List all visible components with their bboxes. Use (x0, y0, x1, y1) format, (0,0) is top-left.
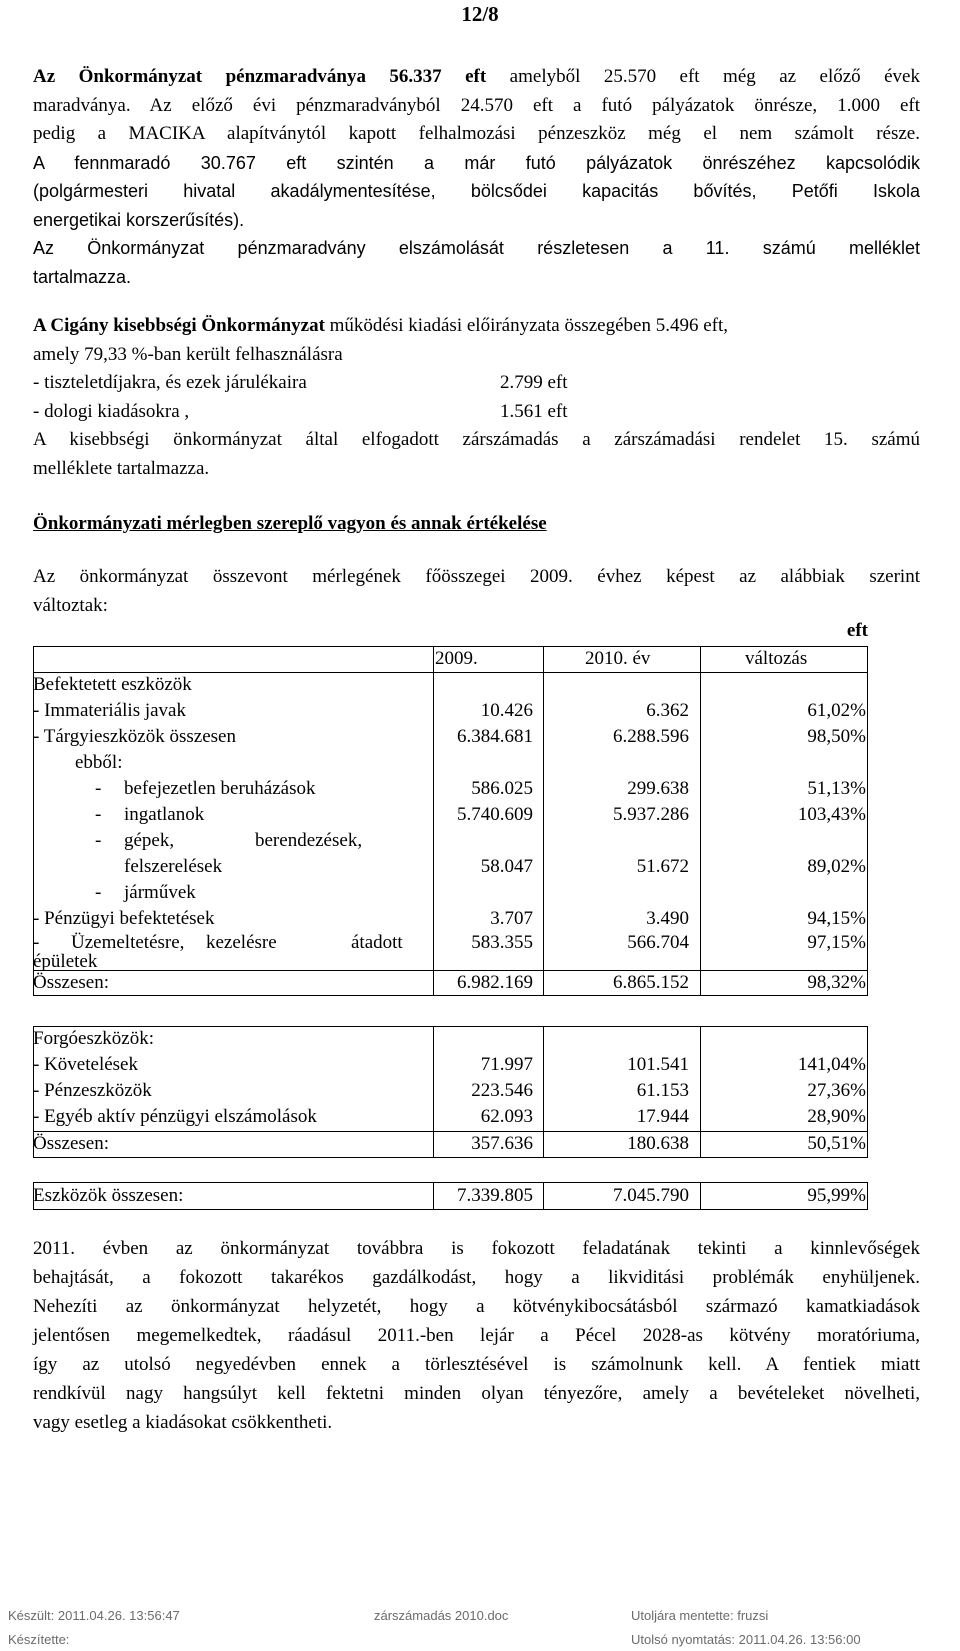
page-number: 12/8 (461, 2, 499, 26)
row-label: átadott (351, 932, 403, 953)
row-label: - Követelések (33, 1054, 138, 1075)
value-change: 51,13% (807, 778, 866, 799)
value-2009: 6.384.681 (457, 726, 533, 747)
value-2009: 62.093 (480, 1106, 533, 1127)
table-row (33, 1078, 920, 1104)
row-label: - (33, 932, 40, 953)
table-row (33, 906, 920, 932)
expense-label: - tiszteletdíjakra, és ezek járulékaira (33, 372, 307, 393)
expense-value: 2.799 eft (500, 372, 568, 393)
footer-author-label: Készítette: (8, 1632, 70, 1647)
row-label: berendezések, (255, 830, 363, 851)
row-label: Befektetett eszközök (33, 674, 192, 695)
text-line: energetikai korszerűsítés). (33, 209, 245, 230)
row-label: - Immateriális javak (33, 700, 186, 721)
text-line (33, 312, 920, 341)
value-2009: 357.636 (471, 1133, 533, 1154)
table-row: - gépek, berendezések, (33, 828, 920, 854)
table-header-row (33, 646, 920, 672)
value-2010: 17.944 (636, 1106, 689, 1127)
text-line: jelentősen megemelkedtek, ráadásul 2011.-ben lejár a Pécel 2028-as kötvény moratóriuma, (33, 1325, 920, 1346)
text-line: Az Önkormányzat pénzmaradvány elszámolását részletesen a 11. számú melléklet (33, 238, 920, 258)
paragraph-pénzmaradvány (33, 63, 920, 291)
table-row (33, 672, 920, 698)
bold-lead: A Cigány kisebbségi Önkormányzat (33, 315, 325, 336)
expense-value: 1.561 eft (500, 400, 568, 422)
table-row (33, 776, 920, 802)
value-2009: 586.025 (471, 778, 533, 799)
expense-row (33, 398, 920, 427)
row-label: épületek (33, 951, 98, 972)
footer-created: Készült: 2011.04.26. 13:56:47 (8, 1608, 180, 1623)
row-label: gépek, (124, 830, 175, 851)
total-row (33, 970, 920, 996)
row-label: felszerelések (124, 856, 223, 877)
row-label: - Tárgyieszközök összesen (33, 726, 236, 747)
ebbol-row (33, 750, 920, 776)
text-line: rendkívül nagy hangsúlyt kell fektetni minden olyan tényezőre, amely a bevételeket növelheti, (33, 1383, 920, 1404)
balance-table (33, 620, 920, 1220)
row-label: kezelésre (206, 932, 277, 953)
text-line: amely 79,33 %-ban került felhasználásra (33, 343, 343, 365)
value-change: 89,02% (807, 856, 866, 877)
value-change: 141,04% (797, 1054, 866, 1075)
text-line: változtak: (33, 594, 108, 616)
footer-last-printed: Utolsó nyomtatás: 2011.04.26. 13:56:00 (631, 1632, 861, 1647)
text-line: Az önkormányzat összevont mérlegének főösszegei 2009. évhez képest az alábbiak szerint (33, 566, 920, 587)
text-line: Nehezíti az önkormányzat helyzetét, hogy a kötvénykibocsátásból származó kamatkiadások (33, 1296, 920, 1317)
text-span: működési kiadási előirányzata összegében 5.496 eft, (324, 315, 728, 336)
row-label: ingatlanok (124, 804, 205, 825)
table-row (33, 698, 920, 724)
value-2009: 6.982.169 (457, 972, 533, 993)
row-label: befejezetlen beruházások (124, 778, 316, 799)
row-label: - Egyéb aktív pénzügyi elszámolások (33, 1106, 317, 1127)
value-2009: 58.047 (480, 856, 533, 877)
text-line: A kisebbségi önkormányzat által elfogadott zárszámadás a zárszámadási rendelet 15. számú (33, 429, 920, 450)
value-change: 27,36% (807, 1080, 866, 1101)
value-2010: 180.638 (627, 1133, 689, 1154)
value-2010: 51.672 (636, 856, 689, 877)
text-line: maradványa. Az előző évi pénzmaradványból 24.570 eft a futó pályázatok önrésze, 1.000 eft (33, 94, 920, 116)
value-2009: 10.426 (480, 700, 533, 721)
value-2009: 5.740.609 (457, 804, 533, 825)
row-dash: - (95, 778, 102, 799)
table-row (33, 1104, 920, 1130)
value-2010: 6.288.596 (613, 726, 689, 747)
value-change: 98,50% (807, 726, 866, 747)
value-2009: 223.546 (471, 1080, 533, 1101)
row-label: Forgóeszközök: (33, 1028, 155, 1049)
table-intro (33, 563, 920, 620)
row-label: - Pénzeszközök (33, 1080, 152, 1101)
table-row (33, 1052, 920, 1078)
header-2010: 2010. év (585, 648, 651, 669)
row-label: Üzemeltetésre, (71, 932, 185, 953)
ebbol-label: ebből: (75, 752, 123, 773)
text-line: melléklete tartalmazza. (33, 457, 210, 479)
section-heading (33, 510, 920, 539)
value-change: 103,43% (797, 804, 866, 825)
footer-filename: zárszámadás 2010.doc (374, 1608, 509, 1623)
value-change: 94,15% (807, 908, 866, 929)
value-2009: 3.707 (490, 908, 533, 929)
table-row (33, 724, 920, 750)
value-2010: 3.490 (646, 908, 689, 929)
text-line: (polgármesteri hivatal akadálymentesítése, bölcsődei kapacitás bővítés, Petőfi Iskola (33, 181, 920, 201)
footer-last-saved: Utoljára mentette: fruzsi (631, 1608, 769, 1623)
closing-paragraph (33, 1234, 920, 1437)
value-change: 61,02% (807, 700, 866, 721)
value-2009: 71.997 (480, 1054, 533, 1075)
value-change: 28,90% (807, 1106, 866, 1127)
unit-label: eft (846, 620, 868, 641)
value-change: 97,15% (807, 932, 866, 953)
value-change: 98,32% (807, 972, 866, 993)
value-2009: 583.355 (471, 932, 533, 953)
value-2010: 6.865.152 (613, 972, 689, 993)
value-2010: 299.638 (627, 778, 689, 799)
section-heading-text: Önkormányzati mérlegben szereplő vagyon és annak értékelése (33, 513, 547, 534)
value-change: 95,99% (807, 1185, 866, 1206)
row-label: Összesen: (33, 1133, 109, 1154)
text-line: tartalmazza. (33, 266, 132, 287)
text-line: A fennmaradó 30.767 eft szintén a már futó pályázatok önrészéhez kapcsolódik (33, 152, 920, 173)
grand-total-row (33, 1183, 920, 1209)
text-line: behajtását, a fokozott takarékos gazdálkodást, hogy a likviditási problémák enyhüljenek. (33, 1267, 920, 1288)
value-2010: 6.362 (646, 700, 689, 721)
row-label: járművek (124, 882, 196, 903)
value-2010: 101.541 (627, 1054, 689, 1075)
row-dash: - (95, 804, 102, 825)
expense-row (33, 369, 920, 398)
value-2010: 61.153 (636, 1080, 689, 1101)
table-row (33, 854, 920, 880)
row-label: - Pénzügyi befektetések (33, 908, 215, 929)
value-2010: 566.704 (627, 932, 689, 953)
text-line: pedig a MACIKA alapítványtól kapott felhalmozási pénzeszköz még el nem számolt része. (33, 123, 920, 144)
value-2010: 7.045.790 (613, 1185, 689, 1206)
header-change: változás (745, 648, 808, 669)
row-label: Eszközök összesen: (33, 1185, 184, 1206)
value-change: 50,51% (807, 1133, 866, 1154)
row-label: Összesen: (33, 972, 109, 993)
paragraph-kisebbsegi (33, 312, 920, 483)
table-row (33, 1026, 920, 1052)
text-line: így az utolsó negyedévben ennek a törlesztésével is számolnunk kell. A fentiek miatt (33, 1354, 920, 1375)
text-line: 2011. évben az önkormányzat továbbra is fokozott feladatának tekinti a kinnlevőségek (33, 1238, 920, 1259)
header-2009: 2009. (435, 648, 478, 669)
expense-label: - dologi kiadásokra , (33, 400, 190, 422)
total-row (33, 1131, 920, 1157)
value-2009: 7.339.805 (457, 1185, 533, 1206)
bold-lead: Az Önkormányzat pénzmaradványa 56.337 eft (33, 66, 487, 87)
text-line (33, 63, 920, 92)
table-row (33, 802, 920, 828)
table-row: - járművek (33, 880, 920, 906)
value-2010: 5.937.286 (613, 804, 689, 825)
text-line: vagy esetleg a kiadásokat csökkentheti. (33, 1412, 333, 1433)
text-span: amelyből 25.570 eft még az előző évek (486, 66, 920, 87)
